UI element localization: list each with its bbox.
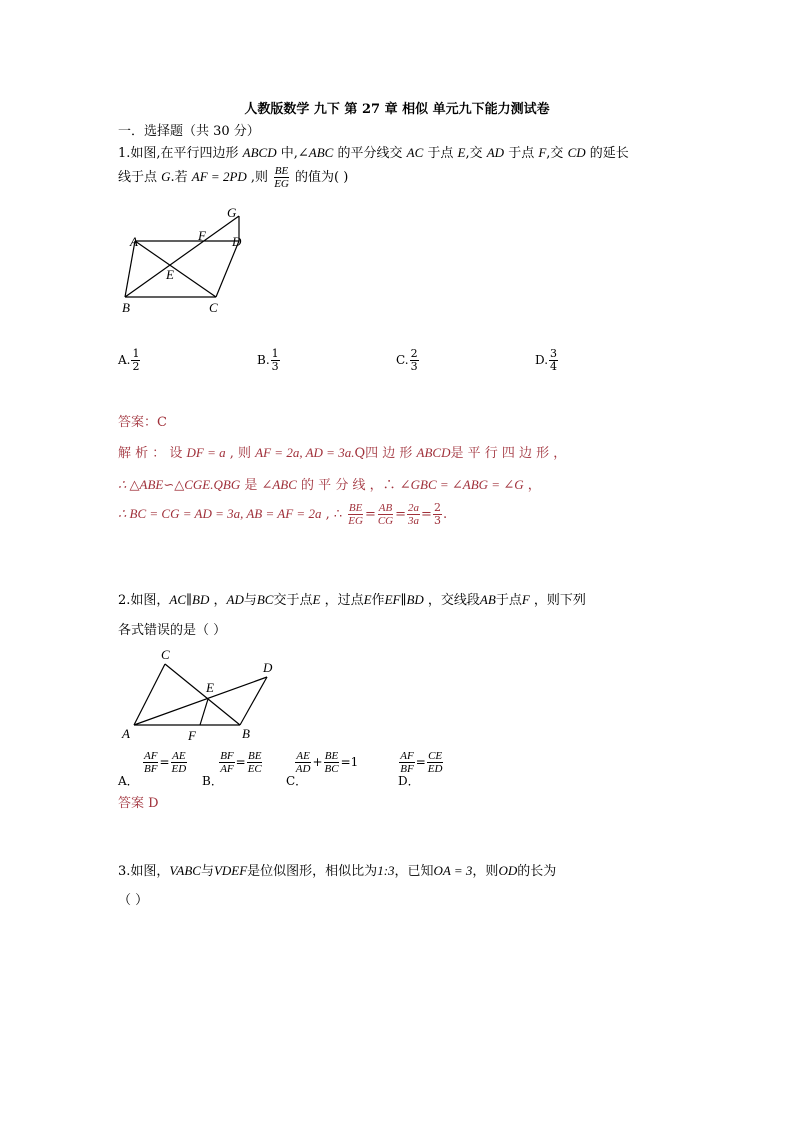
q1-text: ,交 bbox=[546, 146, 568, 161]
q1-fraction: $\frac{BE}{EG}$ bbox=[274, 165, 289, 190]
q2-answer: 答案 D bbox=[118, 796, 159, 811]
q1-solution-line3: ∴ BC = CG = AD = 3a, AB = AF = 2a , ∴ $\frac{BE}{EG}$ = $\frac{AB}{CG}$ = $\frac{2a}{3a}$ = $\frac{2}{3}$ . bbox=[118, 501, 448, 527]
q1-label-g: G bbox=[227, 205, 237, 220]
q2-option-b-fraction: $\frac{BE}{EC}$ bbox=[247, 750, 262, 775]
q1-text: 的平分线交 bbox=[333, 146, 407, 161]
q1-solution-line2: ∴ △ABE∽△CGE.QBG 是 ∠ABC 的 平 分 线 ，∴ ∠GBC = ∠ABG = ∠G ， bbox=[118, 477, 541, 493]
q1-text: 于点 bbox=[504, 146, 539, 161]
q1-text: ,交 bbox=[465, 146, 487, 161]
q2-label-e: E bbox=[206, 680, 214, 695]
q2-option-d-fraction: $\frac{CE}{ED}$ bbox=[427, 750, 443, 775]
q1-math: ABC bbox=[308, 145, 334, 160]
q1-option-b-fraction: $\frac{1}{3}$ bbox=[271, 347, 279, 373]
q1-label-b: B bbox=[122, 300, 130, 315]
q2-option-d-label: D． bbox=[398, 774, 420, 788]
q1-math: ABCD bbox=[242, 145, 277, 160]
q1-math: E bbox=[457, 145, 466, 160]
q2-line1: 2.如图，AC∥BD ，AD与BC交于点E ，过点E作EF∥BD ，交线段AB于点F ，则下列 bbox=[118, 592, 586, 608]
q1-solution-fraction: $\frac{AB}{CG}$ bbox=[377, 502, 394, 527]
q2-label-c: C bbox=[161, 647, 170, 662]
q1-text: 中,∠ bbox=[276, 146, 309, 161]
q1-math: AD bbox=[486, 145, 505, 160]
q3-line1: 3.如图，VABC与VDEF是位似图形，相似比为1:3，已知OA = 3，则OD的长为 bbox=[118, 863, 557, 879]
q1-label-d: D bbox=[232, 234, 242, 249]
q1-solution-fraction: $\frac{BE}{EG}$ bbox=[348, 502, 363, 527]
q2-options: $\frac{AF}{BF}$ = $\frac{AE}{ED}$ $\frac{BF}{AF}$ = $\frac{BE}{EC}$ $\frac{AE}{AD}$ + $\frac{BE}{BC}$ =1 $\frac{AF}{BF}$ = $\frac{CE}{ED}$ bbox=[144, 750, 443, 775]
q1-math: AC bbox=[406, 145, 424, 160]
q1-text: 的延长 bbox=[585, 146, 629, 161]
section-heading: 一．选择题（共 30 分） bbox=[118, 124, 260, 139]
q2-option-c-label: C． bbox=[286, 774, 308, 788]
q2-option-d-fraction: $\frac{AF}{BF}$ bbox=[400, 750, 414, 775]
q1-figure bbox=[118, 200, 258, 320]
q1-text: ,则 bbox=[246, 170, 273, 185]
page-title: 人教版数学 九下 第 27 章 相似 单元九下能力测试卷 bbox=[244, 102, 550, 117]
q2-label-d: D bbox=[263, 660, 273, 675]
q1-option-a: A. $\frac{1}{2}$ bbox=[118, 347, 140, 373]
q2-option-a-label: A． bbox=[118, 774, 139, 788]
q2-label-b: B bbox=[242, 726, 250, 741]
q3-line2: （ ） bbox=[118, 893, 149, 908]
q2-option-b-fraction: $\frac{BF}{AF}$ bbox=[220, 750, 234, 775]
q1-line1 bbox=[118, 142, 629, 161]
q1-option-c: C. $\frac{2}{3}$ bbox=[396, 347, 418, 373]
q1-text: 线于点 bbox=[118, 170, 162, 185]
q1-option-c-fraction: $\frac{2}{3}$ bbox=[410, 347, 418, 373]
q1-label-a: A bbox=[130, 234, 138, 249]
q1-option-d: D. $\frac{3}{4}$ bbox=[535, 347, 558, 373]
q2-label-f: F bbox=[188, 728, 196, 743]
q2-label-a: A bbox=[122, 726, 130, 741]
q1-line2 bbox=[118, 165, 348, 190]
q1-math: F bbox=[538, 145, 547, 160]
q1-label-c: C bbox=[209, 300, 218, 315]
q2-figure bbox=[118, 644, 288, 744]
q1-option-b: B. $\frac{1}{3}$ bbox=[257, 347, 279, 373]
q2-line2: 各式错误的是（ ） bbox=[118, 623, 227, 638]
q1-text: 的值为( ) bbox=[290, 170, 349, 185]
q1-text: .若 bbox=[170, 170, 192, 185]
q2-option-a-fraction: $\frac{AE}{ED}$ bbox=[171, 750, 187, 775]
q2-option-c-fraction: $\frac{AE}{AD}$ bbox=[295, 750, 311, 775]
q1-option-a-fraction: $\frac{1}{2}$ bbox=[132, 347, 140, 373]
q2-option-b-label: B． bbox=[202, 774, 223, 788]
q2-option-a-fraction: $\frac{AF}{BF}$ bbox=[144, 750, 158, 775]
q1-answer: 答案：C bbox=[118, 415, 167, 430]
q1-label-e: E bbox=[166, 267, 174, 282]
q1-solution-fraction: $\frac{2}{3}$ bbox=[433, 501, 441, 527]
q1-math: AF = 2PD bbox=[191, 169, 247, 184]
q1-math: CD bbox=[567, 145, 586, 160]
q1-text: 于点 bbox=[423, 146, 458, 161]
q1-text: 1.如图,在平行四边形 bbox=[118, 146, 243, 161]
q2-option-c-fraction: $\frac{BE}{BC}$ bbox=[324, 750, 339, 775]
q1-solution-fraction: $\frac{2a}{3a}$ bbox=[408, 502, 420, 527]
q1-solution-line1: 解 析 ： 设 DF = a , 则 AF = 2a, AD = 3a.Q四 边 形 ABCD是 平 行 四 边 形 ， bbox=[118, 445, 567, 461]
q1-option-d-fraction: $\frac{3}{4}$ bbox=[550, 347, 558, 373]
q1-label-f: F bbox=[198, 228, 206, 243]
q1-math: G bbox=[161, 169, 171, 184]
